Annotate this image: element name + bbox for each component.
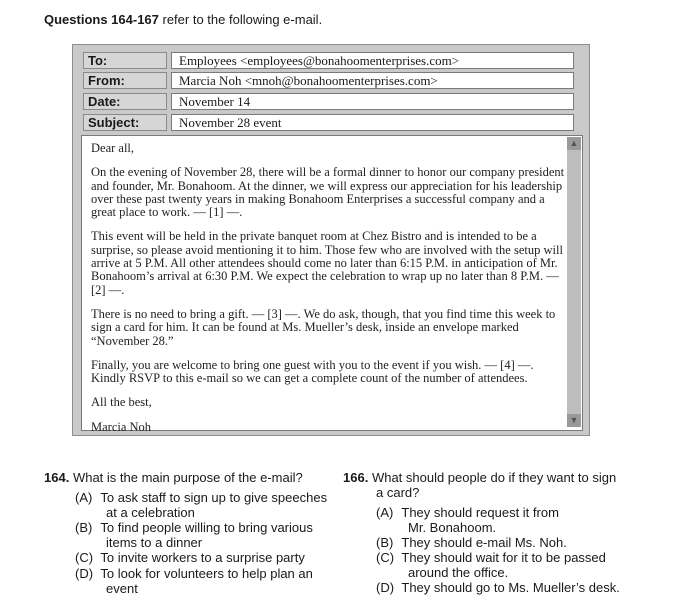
question-164 <box>44 470 303 485</box>
paragraph-1: On the evening of November 28, there will be a formal dinner to honor our company president and founder, Mr. Bonahoom. At the dinner, we will express our appreciation for his leadership over these past twenty years in making Bonahoom Enterprises a successful company and a great place to work. — [1] —. <box>91 165 565 220</box>
email-window <box>72 44 590 436</box>
from-field[interactable]: Marcia Noh <mnoh@bonahoomenterprises.com> <box>171 72 574 89</box>
intro-bold: Questions 164-167 <box>44 12 159 27</box>
paragraph-4: Finally, you are welcome to bring one guest with you to the event if you wish. — [4] —. Kindly RSVP to this e-mail so we can get a complete count of the number of attendees. <box>91 357 534 386</box>
option-164-a-cont: at a celebration <box>106 505 195 520</box>
question-166 <box>343 470 616 485</box>
greeting: Dear all, <box>91 141 135 155</box>
option-164-b-cont: items to a dinner <box>106 535 203 550</box>
paragraph-2: This event will be held in the private banquet room at Chez Bistro and is intended to be a surprise, so please avoid mentioning it to him. Those few who are involved with the setup will arrive at 5 P.M. All other attendees should come no later than 6:15 P.M. in anticipation of Mr. Bonahoom’s arrival at 6:30 P.M. We expect the celebration to wrap up no later than 8 P.M. — [2] —. <box>91 229 563 297</box>
email-body[interactable] <box>81 135 583 434</box>
date-label: Date: <box>83 93 167 110</box>
intro-rest: refer to the following e-mail. <box>158 12 323 27</box>
option-164-c[interactable]: (C) To invite workers to a surprise party <box>75 550 305 565</box>
paragraph-3: There is no need to bring a gift. — [3] —. We do ask, though, that you find time this week to sign a card for him. It can be found at Ms. Mueller’s desk, inside an envelope marked “November 28.” <box>91 306 556 348</box>
date-field[interactable]: November 14 <box>171 93 574 110</box>
option-166-a-cont: Mr. Bonahoom. <box>408 520 497 535</box>
scrollbar[interactable] <box>567 137 581 427</box>
option-166-c-cont: around the office. <box>408 565 509 580</box>
question-number: 164. <box>44 470 70 485</box>
intro-line <box>44 12 322 27</box>
question-stem: What is the main purpose of the e-mail? <box>72 470 303 485</box>
option-166-d[interactable]: (D) They should go to Ms. Mueller’s desk. <box>376 580 620 595</box>
option-164-d[interactable]: (D) To look for volunteers to help plan an <box>75 566 313 581</box>
question-number: 166. <box>343 470 369 485</box>
option-166-a[interactable]: (A) They should request it from <box>376 505 559 520</box>
to-label: To: <box>83 52 167 69</box>
option-166-c[interactable]: (C) They should wait for it to be passed <box>376 550 606 565</box>
email-body-text <box>91 142 567 445</box>
scroll-down-icon[interactable]: ▼ <box>567 414 581 427</box>
option-166-b[interactable]: (B) They should e-mail Ms. Noh. <box>376 535 567 550</box>
option-164-a[interactable]: (A) To ask staff to sign up to give speeches <box>75 490 328 505</box>
subject-label: Subject: <box>83 114 167 131</box>
to-field[interactable]: Employees <employees@bonahoomenterprises.com> <box>171 52 574 69</box>
subject-field[interactable]: November 28 event <box>171 114 574 131</box>
question-stem: What should people do if they want to sign <box>371 470 617 485</box>
from-label: From: <box>83 72 167 89</box>
signature: Marcia Noh <box>91 419 152 434</box>
option-164-b[interactable]: (B) To find people willing to bring various <box>75 520 313 535</box>
option-164-d-cont: event <box>106 581 138 596</box>
question-166-cont: a card? <box>376 485 420 500</box>
scroll-up-icon[interactable]: ▲ <box>567 137 581 150</box>
closing: All the best, <box>91 395 152 410</box>
